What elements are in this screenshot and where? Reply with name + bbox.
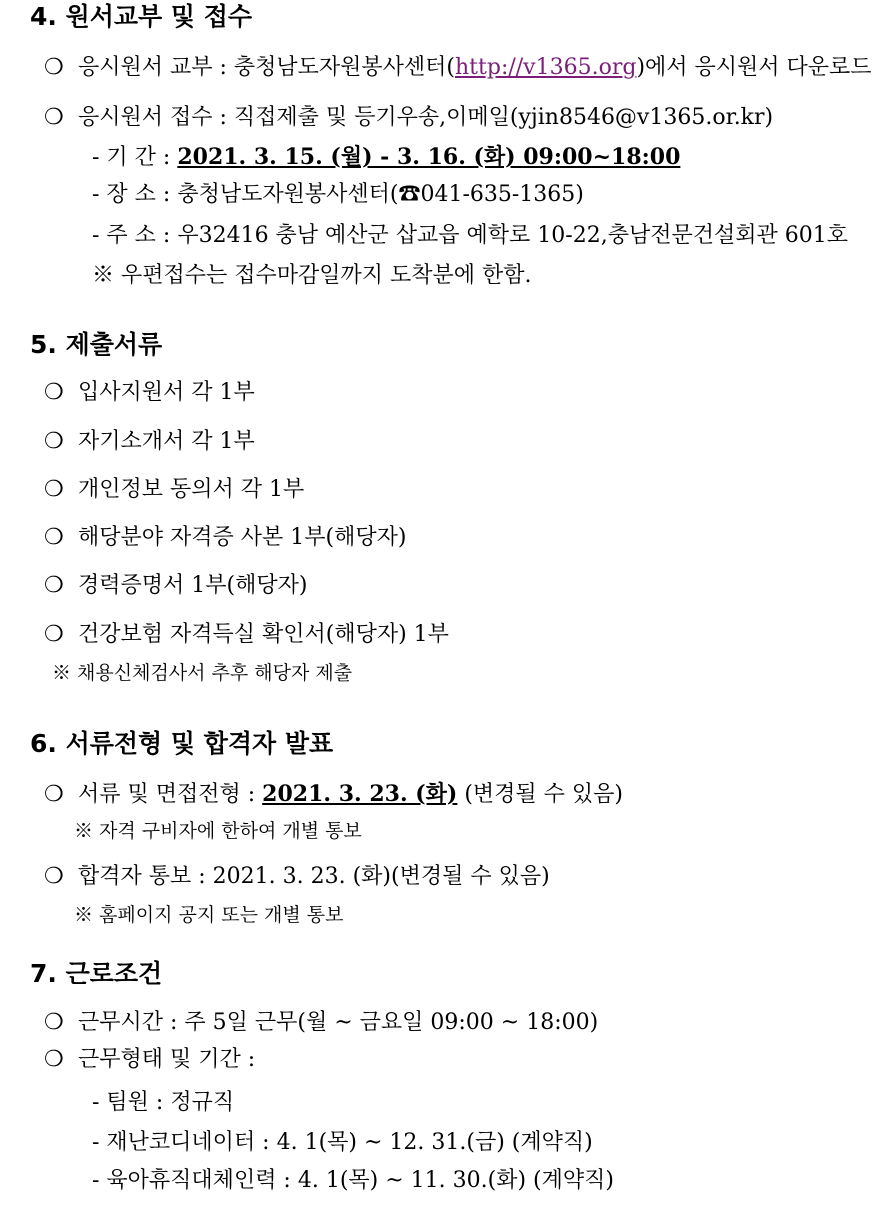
bullet-circle-icon: ❍ — [44, 55, 64, 80]
bullet-circle-icon: ❍ — [44, 525, 64, 550]
s4-bullet-2 — [44, 107, 773, 129]
s4-period-label: - 기 간 : — [92, 145, 178, 170]
bullet-circle-icon: ❍ — [44, 1047, 64, 1072]
s7-b1-text: 근무시간 : 주 5일 근무(월 ~ 금요일 09:00 ~ 18:00) — [78, 1010, 599, 1035]
s6-b1-date: 2021. 3. 23. (화) — [262, 781, 458, 807]
s5-item-text: 경력증명서 1부(해당자) — [78, 573, 308, 598]
s7-b2-text: 근무형태 및 기간 : — [78, 1047, 256, 1072]
bullet-circle-icon: ❍ — [44, 477, 64, 502]
section-7-title: 7. 근로조건 — [30, 959, 163, 988]
bullet-circle-icon: ❍ — [44, 380, 64, 405]
s7-sub-item: - 육아휴직대체인력 : 4. 1(목) ~ 11. 30.(화) (계약직) — [92, 1168, 614, 1193]
bullet-circle-icon: ❍ — [44, 622, 64, 647]
s5-item — [44, 479, 304, 501]
s6-b2-text: 합격자 통보 : 2021. 3. 23. (화)(변경될 수 있음) — [78, 864, 550, 889]
s4-place-label: - 장 소 : 충청남도자원봉사센터( — [92, 182, 399, 207]
s5-item — [44, 382, 255, 404]
bullet-circle-icon: ❍ — [44, 1010, 64, 1035]
s5-note: ※ 채용신체검사서 추후 해당자 제출 — [52, 662, 353, 684]
s6-bullet-1 — [44, 783, 623, 806]
s4-period-value: 2021. 3. 15. (월) - 3. 16. (화) 09:00~18:00 — [177, 144, 681, 170]
bullet-circle-icon: ❍ — [44, 429, 64, 454]
s5-item-text: 건강보험 자격득실 확인서(해당자) 1부 — [78, 622, 449, 647]
section-6-title: 6. 서류전형 및 합격자 발표 — [30, 729, 334, 758]
s6-b1-prefix: 서류 및 면접전형 : — [78, 782, 263, 807]
s5-item-text: 자기소개서 각 1부 — [78, 429, 255, 454]
s4-note: ※ 우편접수는 접수마감일까지 도착분에 한함. — [92, 263, 532, 288]
bullet-circle-icon: ❍ — [44, 105, 64, 130]
s5-item — [44, 431, 255, 453]
s7-sub-item: - 재난코디네이터 : 4. 1(목) ~ 12. 31.(금) (계약직) — [92, 1130, 593, 1155]
s5-item-text: 해당분야 자격증 사본 1부(해당자) — [78, 525, 407, 550]
bullet-circle-icon: ❍ — [44, 782, 64, 807]
section-5-title: 5. 제출서류 — [30, 330, 163, 359]
s4-b1-suffix: )에서 응시원서 다운로드 — [636, 55, 872, 80]
s5-item — [44, 527, 406, 549]
s6-bullet-2 — [44, 866, 550, 888]
bullet-circle-icon: ❍ — [44, 864, 64, 889]
s4-b1-prefix: 응시원서 교부 : 충청남도자원봉사센터( — [78, 55, 456, 80]
s7-bullet-1 — [44, 1012, 598, 1034]
s5-item-text: 개인정보 동의서 각 1부 — [78, 477, 305, 502]
s5-item — [44, 575, 307, 597]
s5-item-text: 입사지원서 각 1부 — [78, 380, 255, 405]
section-4-title: 4. 원서교부 및 접수 — [30, 2, 253, 31]
s6-b1-note: ※ 자격 구비자에 한하여 개별 통보 — [74, 820, 362, 842]
s7-bullet-2 — [44, 1049, 255, 1071]
s4-b2-text: 응시원서 접수 : 직접제출 및 등기우송,이메일(yjin8546@v1365.or.kr) — [78, 105, 774, 130]
s4-place — [92, 184, 584, 206]
s6-b1-suffix: (변경될 수 있음) — [457, 782, 624, 807]
s4-bullet-1 — [44, 57, 872, 79]
s6-b2-note: ※ 홈페이지 공지 또는 개별 통보 — [74, 904, 344, 926]
s4-address: - 주 소 : 우32416 충남 예산군 삽교읍 예학로 10-22,충남전문건설회관 601호 — [92, 223, 848, 248]
s5-item — [44, 624, 449, 646]
s4-period — [92, 146, 680, 169]
s4-place-phone: 041-635-1365) — [420, 182, 584, 207]
s7-sub-item: - 팀원 : 정규직 — [92, 1090, 235, 1115]
phone-icon: ☎ — [398, 182, 421, 207]
download-link[interactable]: http://v1365.org — [455, 55, 637, 80]
bullet-circle-icon: ❍ — [44, 573, 64, 598]
